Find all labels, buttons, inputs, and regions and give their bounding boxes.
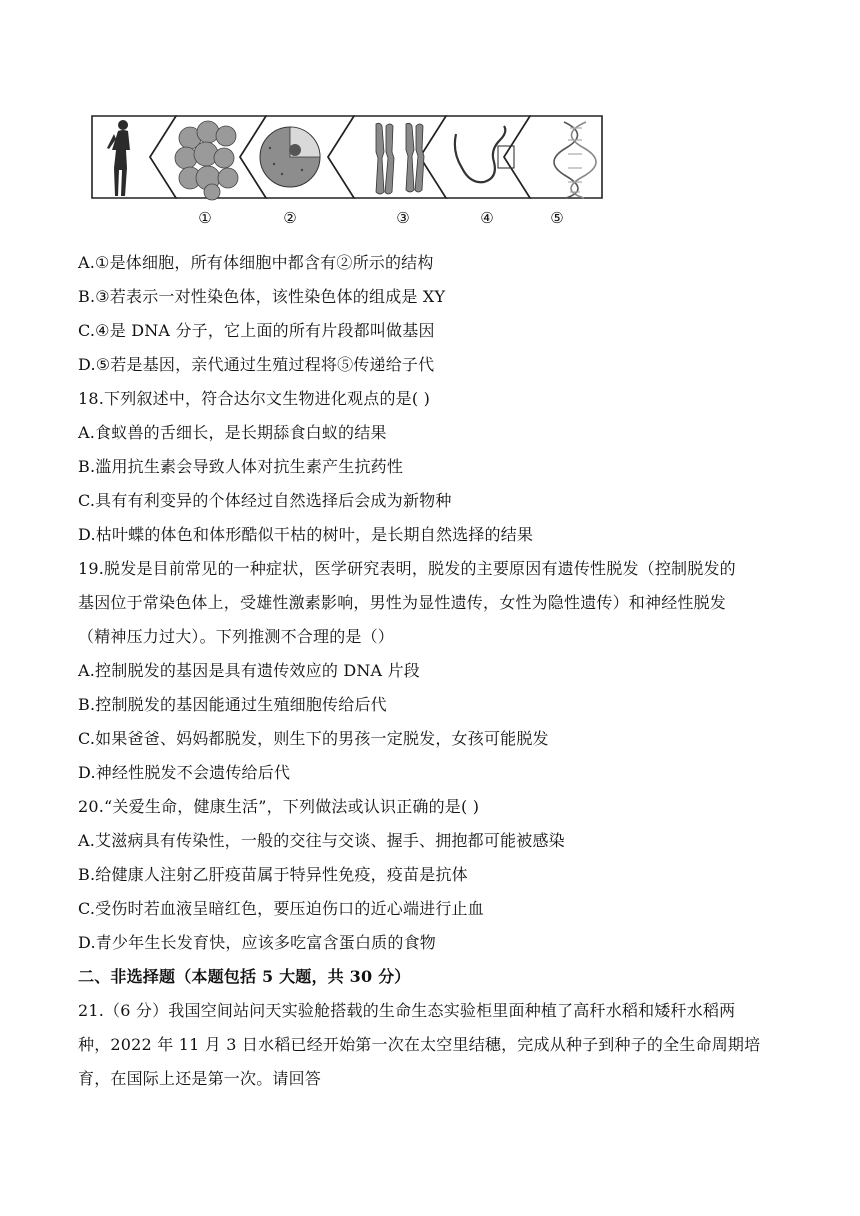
q19-option-d: D.神经性脱发不会遗传给后代 (78, 763, 291, 782)
q18-option-b: B.滥用抗生素会导致人体对抗生素产生抗药性 (78, 457, 404, 476)
q21-stem-line-1: 21.（6 分）我国空间站问天实验舱搭载的生命生态实验柜里面种植了高秆水稻和矮秆水稻两 (78, 1001, 736, 1020)
q18-stem: 18.下列叙述中，符合达尔文生物进化观点的是( ) (78, 389, 431, 408)
q21-stem-line-2: 种，2022 年 11 月 3 日水稻已经开始第一次在太空里结穗，完成从种子到种子的全生命周期培 (78, 1035, 761, 1054)
q20-stem: 20.“关爱生命，健康生活”，下列做法或认识正确的是( ) (78, 797, 480, 816)
panel-1-frame (92, 116, 176, 198)
human-figure-icon (107, 120, 130, 196)
q20-option-d: D.青少年生长发育快，应该多吃富含蛋白质的食物 (78, 933, 436, 952)
q19-stem-line-1: 19.脱发是目前常见的一种症状，医学研究表明，脱发的主要原因有遗传性脱发（控制脱发的 (78, 559, 736, 578)
q20-option-b: B.给健康人注射乙肝疫苗属于特异性免疫，疫苗是抗体 (78, 865, 468, 884)
figure-label-3: ③ (396, 209, 410, 227)
panel-6-frame (504, 116, 602, 198)
q20-option-c: C.受伤时若血液呈暗红色，要压迫伤口的近心端进行止血 (78, 899, 484, 918)
cell-cluster-icon (175, 121, 238, 200)
biology-hierarchy-figure (90, 112, 610, 232)
q19-stem-line-2: 基因位于常染色体上，受雄性激素影响，男性为显性遗传，女性为隐性遗传）和神经性脱发 (78, 593, 727, 612)
figure-label-1: ① (198, 209, 212, 227)
q19-stem-line-3: （精神压力过大）。下列推测不合理的是（） (78, 627, 395, 646)
figure-label-4: ④ (480, 209, 494, 227)
cell-icon (260, 127, 320, 187)
q21-stem-line-3: 育，在国际上还是第一次。请回答 (78, 1069, 322, 1088)
dna-double-helix-icon (554, 122, 596, 198)
section-2-heading: 二、非选择题（本题包括 5 大题，共 30 分） (78, 967, 411, 986)
q17-option-d: D.⑤若是基因，亲代通过生殖过程将⑤传递给子代 (78, 355, 435, 374)
q18-option-d: D.枯叶蝶的体色和体形酷似干枯的树叶，是长期自然选择的结果 (78, 525, 534, 544)
q17-option-b: B.③若表示一对性染色体，该性染色体的组成是 XY (78, 287, 446, 306)
q19-option-c: C.如果爸爸、妈妈都脱发，则生下的男孩一定脱发，女孩可能脱发 (78, 729, 549, 748)
q20-option-a: A.艾滋病具有传染性，一般的交往与交谈、握手、拥抱都可能被感染 (78, 831, 565, 850)
q19-option-a: A.控制脱发的基因是具有遗传效应的 DNA 片段 (78, 661, 420, 680)
q19-option-b: B.控制脱发的基因能通过生殖细胞传给后代 (78, 695, 387, 714)
q18-option-a: A.食蚁兽的舌细长，是长期舔食白蚁的结果 (78, 423, 387, 442)
figure-label-2: ② (283, 209, 297, 227)
chromosome-pair-icon (376, 123, 424, 194)
q17-option-c: C.④是 DNA 分子，它上面的所有片段都叫做基因 (78, 321, 435, 340)
q17-option-a: A.①是体细胞，所有体细胞中都含有②所示的结构 (78, 253, 434, 272)
figure-label-5: ⑤ (550, 209, 564, 227)
q18-option-c: C.具有有利变异的个体经过自然选择后会成为新物种 (78, 491, 452, 510)
